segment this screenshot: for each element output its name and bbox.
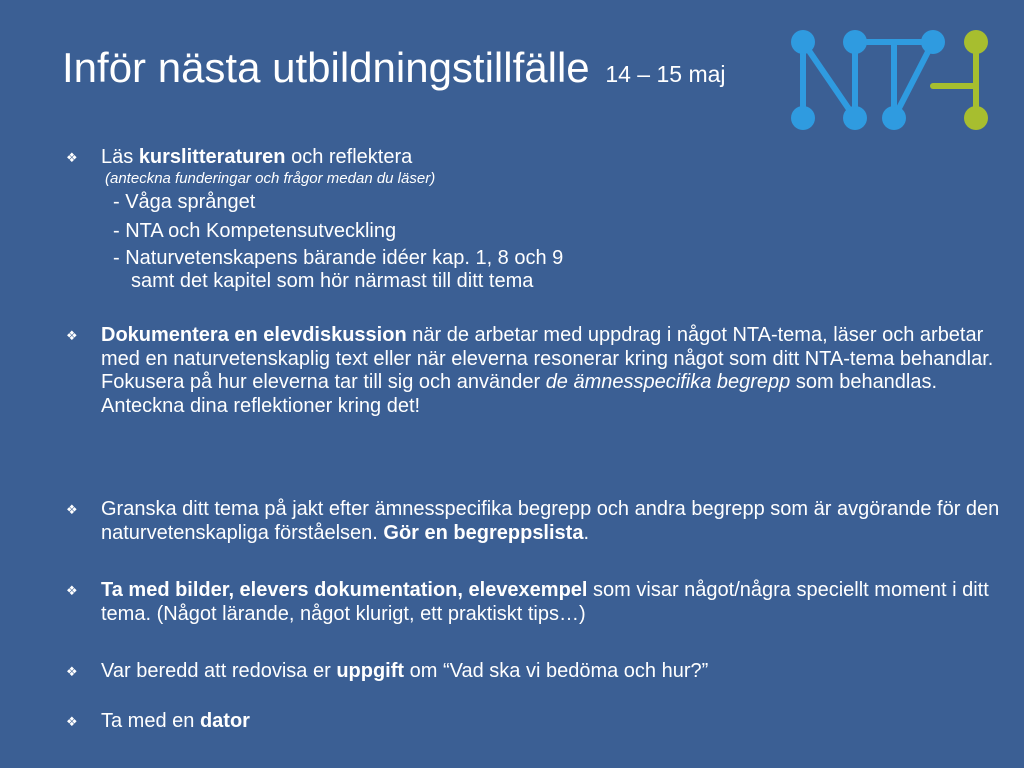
diamond-bullet-icon: ❖	[66, 583, 78, 598]
text: Fokusera på hur eleverna tar till sig och använder	[101, 371, 546, 393]
diamond-bullet-icon: ❖	[66, 664, 78, 679]
reading-item: - NTA och Kompetensutveckling	[113, 219, 397, 242]
text: som behandlas.	[790, 371, 938, 393]
bold-text: Ta med bilder, elevers dokumentation, elevexempel	[101, 579, 588, 601]
bullet-review-theme	[66, 498, 1006, 545]
diamond-bullet-icon: ❖	[66, 502, 78, 517]
text: .	[583, 521, 590, 544]
slide-title	[62, 38, 726, 104]
nta-logo	[783, 24, 998, 136]
text: Var beredd att redovisa er	[101, 660, 337, 682]
bold-text: dator	[199, 710, 250, 732]
text: som visar något/några speciellt moment i ditt tema. (Något lärande, något klurigt, ett praktiskt tips…)	[101, 579, 989, 625]
text: om “Vad ska vi bedöma och hur?”	[404, 660, 709, 682]
italic-text: de ämnesspecifika begrepp	[545, 371, 791, 393]
reading-note: (anteckna funderingar och frågor medan du läser)	[105, 169, 436, 187]
text: Anteckna dina reflektioner kring det!	[101, 394, 421, 417]
bold-text: kurslitteraturen	[138, 146, 286, 168]
bold-text: Dokumentera en elevdiskussion	[101, 324, 407, 346]
reading-item: - Våga språnget	[113, 190, 256, 213]
text: Läs	[101, 146, 139, 168]
bullet-bring-computer	[66, 710, 1006, 734]
bullet-present-task	[66, 660, 1006, 684]
reading-item-continued: samt det kapitel som hör närmast till ditt tema	[131, 269, 534, 292]
bold-text: Gör en begreppslista	[383, 521, 584, 544]
reading-item: - Naturvetenskapens bärande idéer kap. 1, 8 och 9	[113, 246, 564, 269]
text: Granska ditt tema på jakt efter ämnesspecifika begrepp och andra begrepp som är avgörande för den naturvetenskapliga förståelsen.	[101, 498, 1000, 544]
title-text: Inför nästa utbildningstillfälle	[62, 44, 590, 91]
diamond-bullet-icon: ❖	[66, 328, 78, 343]
bullet-bring-pictures	[66, 579, 1006, 626]
diamond-bullet-icon: ❖	[66, 714, 78, 729]
text: Ta med en	[101, 710, 200, 732]
bullet-document	[66, 324, 1006, 418]
diamond-bullet-icon: ❖	[66, 150, 78, 165]
bullet-reading	[66, 146, 1006, 292]
text: och reflektera	[285, 146, 413, 168]
text: när de arbetar med uppdrag i något NTA-tema, läser och arbetar med en naturvetenskaplig text eller när eleverna resonerar kring något som ditt NTA-tema behandlar.	[101, 324, 994, 370]
title-date: 14 – 15 maj	[605, 61, 726, 87]
bold-text: uppgift	[336, 660, 405, 682]
